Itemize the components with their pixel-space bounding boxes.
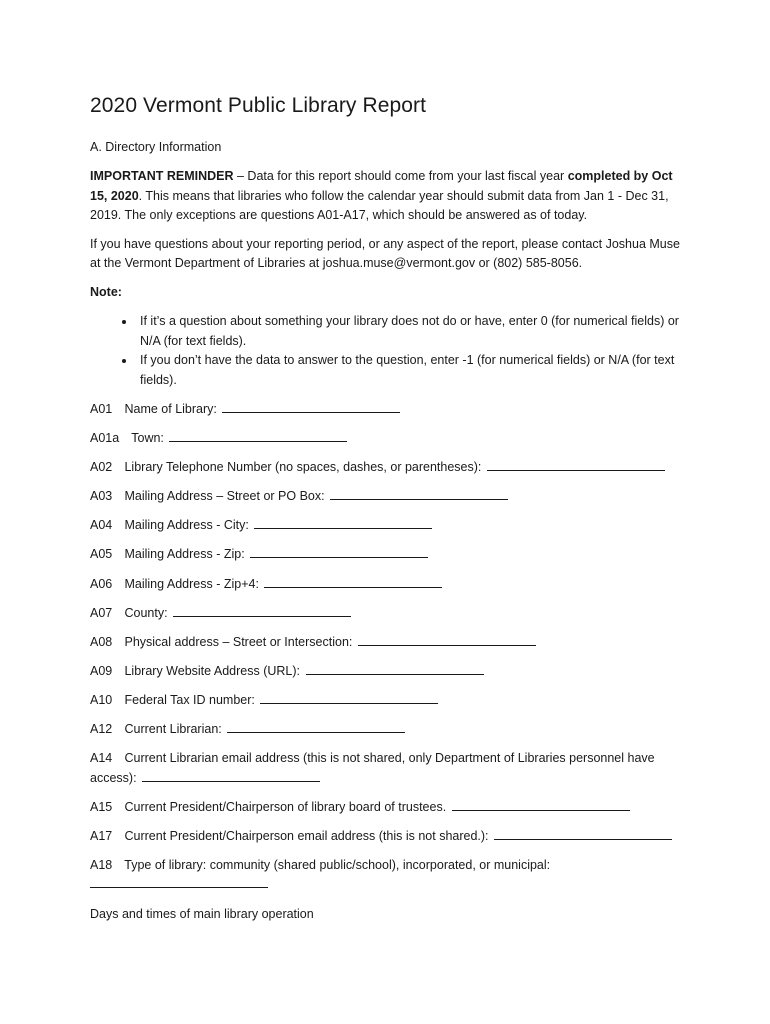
question-label: Physical address – Street or Intersection: — [124, 634, 353, 649]
answer-blank[interactable] — [452, 799, 630, 811]
answer-blank[interactable] — [227, 721, 405, 733]
question-code: A03 — [90, 489, 113, 504]
question-code: A10 — [90, 692, 113, 707]
question-code: A02 — [90, 460, 113, 475]
question-label: Federal Tax ID number: — [124, 692, 255, 707]
answer-blank[interactable] — [494, 828, 672, 840]
answer-blank[interactable] — [173, 605, 351, 617]
important-reminder — [90, 167, 690, 226]
answer-blank[interactable] — [306, 663, 484, 675]
note-list — [90, 312, 690, 390]
question-label: Current President/Chairperson of library board of trustees. — [124, 799, 447, 814]
question-label: Current Librarian: — [124, 722, 222, 737]
question-label: Town: — [131, 431, 164, 446]
question-code: A09 — [90, 663, 113, 678]
question-a12 — [90, 720, 690, 740]
question-label: Mailing Address – Street or PO Box: — [124, 489, 325, 504]
question-a02 — [90, 458, 690, 478]
question-label: Library Website Address (URL): — [124, 663, 301, 678]
question-label: County: — [124, 605, 168, 620]
answer-blank[interactable] — [169, 430, 347, 442]
contact-paragraph: If you have questions about your reporting period, or any aspect of the report, please contact Joshua Muse at the Vermont Department of Libraries at joshua.muse@vermont.gov or (802) 585-8056. — [90, 236, 680, 270]
question-a17 — [90, 827, 690, 847]
question-code: A15 — [90, 799, 113, 814]
answer-blank[interactable] — [358, 634, 536, 646]
answer-blank[interactable] — [222, 401, 400, 413]
page-title: 2020 Vermont Public Library Report — [90, 94, 427, 117]
question-code: A05 — [90, 547, 113, 562]
operation-hours-heading: Days and times of main library operation — [90, 906, 314, 921]
question-label: Mailing Address - City: — [124, 518, 249, 533]
question-a18 — [90, 856, 690, 895]
reminder-text-1: – Data for this report should come from your last fiscal year — [233, 169, 568, 183]
answer-blank[interactable] — [260, 692, 438, 704]
question-a15 — [90, 798, 690, 818]
question-label: Type of library: community (shared public/school), incorporated, or municipal: — [124, 857, 551, 872]
question-code: A17 — [90, 828, 113, 843]
answer-blank[interactable] — [90, 876, 268, 888]
question-code: A12 — [90, 722, 113, 737]
answer-blank[interactable] — [254, 517, 432, 529]
reminder-label: IMPORTANT REMINDER — [90, 169, 234, 183]
question-code: A04 — [90, 518, 113, 533]
reminder-deadline: completed by Oct 15, 2020 — [90, 169, 673, 203]
note-label: Note: — [90, 284, 122, 299]
question-a06 — [90, 575, 690, 595]
question-a14 — [90, 749, 690, 788]
question-label: Library Telephone Number (no spaces, dashes, or parentheses): — [124, 460, 482, 475]
question-a03 — [90, 487, 690, 507]
note-item: • If it’s a question about something your library does not do or have, enter 0 (for numerical fields) or N/A (for text fields). — [136, 312, 690, 351]
question-a01a — [90, 429, 690, 449]
question-a05 — [90, 545, 690, 565]
section-heading: A. Directory Information — [90, 140, 222, 154]
question-code: A01a — [90, 431, 120, 446]
question-a10 — [90, 691, 690, 711]
question-label: Name of Library: — [124, 402, 217, 416]
question-a07 — [90, 604, 690, 624]
question-code: A07 — [90, 605, 113, 620]
question-a08 — [90, 633, 690, 653]
note-item: • If you don’t have the data to answer to the question, enter -1 (for numerical fields) or N/A (for text fields). — [136, 351, 690, 390]
question-label: Current President/Chairperson email address (this is not shared.): — [124, 828, 489, 843]
answer-blank[interactable] — [264, 576, 442, 588]
answer-blank[interactable] — [250, 546, 428, 558]
question-code: A18 — [90, 857, 113, 872]
reminder-text-2: . This means that libraries who follow the calendar year should submit data from Jan 1 - Dec 31, 2019. The only exceptions are questions A01-A17, which should be answered as of today. — [90, 188, 669, 222]
question-a04 — [90, 516, 690, 536]
question-label: Mailing Address - Zip+4: — [124, 576, 259, 591]
question-a01 — [90, 400, 690, 420]
question-a09 — [90, 662, 690, 682]
question-code: A14 — [90, 751, 113, 766]
question-code: A06 — [90, 576, 113, 591]
answer-blank[interactable] — [330, 488, 508, 500]
answer-blank[interactable] — [487, 459, 665, 471]
question-code: A08 — [90, 634, 113, 649]
question-label: Current Librarian email address (this is not shared, only Department of Libraries personnel have access): — [90, 751, 655, 785]
answer-blank[interactable] — [142, 770, 320, 782]
question-label: Mailing Address - Zip: — [124, 547, 245, 562]
question-code: A01 — [90, 402, 113, 416]
